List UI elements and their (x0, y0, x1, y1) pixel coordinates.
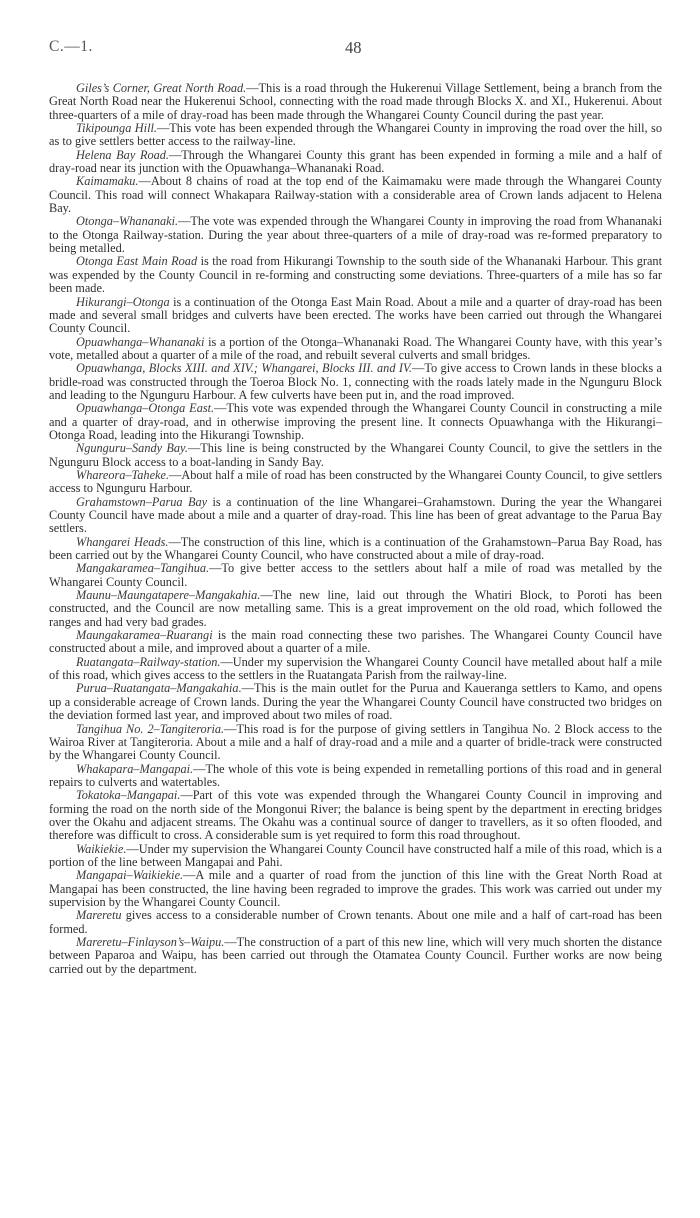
paragraph-title: Mareretu–Finlayson’s–Waipu. (76, 935, 225, 949)
paragraph-text: —To give better access to the settlers about half a mile of road was metalled by the Whangarei County Council. (49, 561, 662, 589)
paragraph-text: is the road from Hikurangi Township to the south side of the Whananaki Harbour. This grant was expended by the County Council in re-forming and constructing some deviations. Three-quarters of a mile has so far been made. (49, 254, 662, 296)
paragraph-title: Tikipounga Hill. (76, 121, 157, 136)
paragraph-title: Opuawhanga–Otonga East. (76, 401, 215, 416)
paragraph-tokatoka-mangapai (49, 789, 662, 842)
paragraph-text: is a continuation of the line Whangarei–Grahamstown. During the year the Whangarei County Council have made about a mile and a quarter of dray-road. This line has been of great advantage to the Parua Bay settlers. (49, 494, 662, 536)
paragraph-opuawhanga-otonga-east (49, 402, 662, 442)
paragraph-title: Otonga–Whananaki. (76, 214, 179, 229)
paragraph-text: —This vote was expended through the Whangarei County Council in constructing a mile and a quarter of dray-road, and in otherwise improving the present line. It connects Opuawhanga with the Hikurangi–Otonga Road, leading into the Hikurangi Township. (49, 401, 662, 442)
paragraph-hikurangi-otonga (49, 296, 662, 336)
paragraph-text: —This line is being constructed by the Whangarei County Council, to give the settlers in the Ngunguru Block access to a boat-landing in Sandy Bay. (49, 441, 662, 469)
paragraph-purua-ruatangata (49, 682, 662, 722)
paragraph-title: Waikiekie. (76, 841, 127, 856)
paragraph-giles-corner (49, 82, 662, 122)
paragraph-text: —The construction of this line, which is a continuation of the Grahamstown–Parua Bay Road, has been carried out by the Whangarei County Council, who have constructed about a mile of dray-road. (49, 534, 662, 563)
paragraph-maunu-maungatapere (49, 589, 662, 629)
paragraph-title: Tangihua No. 2–Tangiteroria. (76, 721, 225, 736)
paragraph-ngunguru-sandy-bay (49, 442, 662, 469)
paragraph-text: —This is a road through the Hukerenui Village Settlement, being a branch from the Great North Road near the Hukerenui School, connecting with the road made through Blocks X. and XI., Hukerenui. About three-quarters of a mile of dray-road has been made through the Whangarei County Council during the past year. (49, 81, 662, 122)
paragraph-maungakaramea-ruarangi (49, 629, 662, 656)
paragraph-title: Otonga East Main Road (76, 254, 198, 269)
paragraph-text: is a continuation of the Otonga East Main Road. About a mile and a quarter of dray-road has been made and several small bridges and culverts have been erected. The works have been carried out through the Whangarei County Council. (49, 294, 662, 336)
paragraph-title: Mangakaramea–Tangihua. (76, 561, 210, 576)
paragraph-grahamstown-parua-bay (49, 496, 662, 536)
paragraph-whareora-taheke (49, 469, 662, 496)
document-body (49, 82, 662, 976)
paragraph-title: Tokatoka–Mangapai. (76, 788, 181, 803)
paragraph-title: Whangarei Heads. (76, 534, 169, 549)
paragraph-text: —Through the Whangarei County this grant has been expended in forming a mile and a half of dray-road near its junction with the Opuawhanga–Whananaki Road. (49, 147, 662, 176)
paragraph-text: —This road is for the purpose of giving settlers in Tangihua No. 2 Block access to the Wairoa River at Tangiteroria. About a mile and a half of dray-road and a mile and a quarter of bridle-track were constructed by the Whangarei County Council. (49, 721, 662, 763)
paragraph-title: Ngunguru–Sandy Bay. (76, 441, 188, 456)
paragraph-title: Grahamstown–Parua Bay (76, 494, 208, 509)
paragraph-title: Mangapai–Waikiekie. (76, 868, 184, 883)
paragraph-mareretu (49, 909, 662, 936)
paragraph-text: is the main road connecting these two parishes. The Whangarei County Council have constructed about a mile, and improved about a quarter of a mile. (49, 628, 662, 656)
paragraph-text: —A mile and a quarter of road from the junction of this line with the Great North Road at Mangapai has been constructed, the line having been regraded to improve the grades. This work was carried out under my supervision by the Whangarei County Council. (49, 868, 662, 909)
paragraph-title: Opuawhanga, Blocks XIII. and XIV.; Whangarei, Blocks III. and IV. (76, 361, 413, 376)
paragraph-title: Kaimamaku. (76, 174, 139, 189)
paragraph-text: gives access to a considerable number of Crown tenants. About one mile and a half of cart-road has been formed. (49, 908, 662, 936)
paragraph-text: —Part of this vote was expended through the Whangarei County Council in improving and forming the road on the north side of the Mongonui River; the balance is being spent by the department in erecting bridges over the Okahu and adjacent streams. The Okahu was a continual source of danger to travellers, as it so often flooded, and therefore was difficult to cross. A considerable sum is yet required to form this road throughout. (49, 788, 662, 843)
paragraph-text: —The new line, laid out through the Whatiri Block, to Poroti has been constructed, and the Council are now metalling same. This is a great improvement on the old road, which followed the ranges and had very bad grades. (49, 588, 662, 629)
paragraph-title: Purua–Ruatangata–Mangakahia. (76, 681, 242, 696)
paragraph-text: —To give access to Crown lands in these blocks a bridle-road was constructed through the Toeroa Block No. 1, connecting with the roads lately made in the Ngunguru Block and leading to the Ngunguru Harbour. A few culverts have been put in, and the road improved. (49, 361, 663, 402)
paragraph-title: Giles’s Corner, Great North Road. (76, 81, 247, 95)
paragraph-ruatangata-railway-station (49, 656, 662, 683)
paragraph-tangihua-tangiteroria (49, 723, 662, 763)
paragraph-text: —The whole of this vote is being expended in remetalling portions of this road and in general repairs to culverts and watertables. (49, 761, 662, 789)
page-header (49, 38, 662, 64)
paragraph-title: Whareora–Taheke. (76, 467, 170, 482)
parliamentary-paper-reference: C.—1. (49, 38, 93, 55)
paragraph-title: Opuawhanga–Whananaki (76, 334, 205, 349)
paragraph-mareretu-finlaysons-waipu (49, 936, 662, 976)
paragraph-helena-bay-road (49, 149, 662, 176)
paragraph-text: —The construction of a part of this new line, which will very much shorten the distance between Paparoa and Waipu, has been carried out through the Otamatea County Council. Further works are now being carried out by the department. (49, 935, 662, 976)
paragraph-opuawhanga-whananaki (49, 336, 662, 363)
paragraph-mangapai-waikiekie (49, 869, 662, 909)
paragraph-title: Hikurangi–Otonga (76, 294, 170, 309)
paragraph-title: Helena Bay Road. (76, 147, 169, 162)
paragraph-text: is a portion of the Otonga–Whananaki Road. The Whangarei County have, with this year’s vote, metalled about a quarter of a mile of the road, and rebuilt several culverts and small bridges. (49, 334, 662, 362)
paragraph-title: Mareretu (76, 908, 122, 923)
paragraph-text: —This vote has been expended through the Whangarei County in improving the road over the hill, so as to give settlers better access to the railway-line. (49, 121, 662, 149)
paragraph-title: Ruatangata–Railway-station. (76, 654, 221, 669)
paragraph-whakapara-mangapai (49, 763, 662, 790)
paragraph-kaimamaku (49, 175, 662, 215)
paragraph-otonga-whananaki (49, 215, 662, 255)
page-number: 48 (345, 38, 362, 57)
paragraph-text: —Under my supervision the Whangarei County Council have constructed half a mile of this road, which is a portion of the line between Mangapai and Pahi. (49, 841, 662, 869)
paragraph-title: Maunu–Maungatapere–Mangakahia. (76, 588, 261, 603)
paragraph-waikiekie (49, 843, 662, 870)
paragraph-text: —About half a mile of road has been constructed by the Whangarei County Council, to give settlers access to Ngunguru Harbour. (49, 467, 662, 496)
paragraph-title: Whakapara–Mangapai. (76, 761, 194, 776)
paragraph-text: —This is the main outlet for the Purua and Kaueranga settlers to Kamo, and opens up a considerable acreage of Crown lands. During the year the Whangarei County Council have constructed two bridges on the deviation formed last year, and improved about two miles of road. (49, 681, 662, 723)
paragraph-text: —About 8 chains of road at the top end of the Kaimamaku were made through the Whangarei County Council. This road will connect Whakapara Railway-station with a considerable area of Crown lands adjacent to Helena Bay. (49, 174, 662, 216)
paragraph-tikipounga-hill (49, 122, 662, 149)
paragraph-whangarei-heads (49, 536, 662, 563)
paragraph-mangakaramea-tangihua (49, 562, 662, 589)
paragraph-title: Maungakaramea–Ruarangi (76, 628, 213, 643)
paragraph-opuawhanga-blocks (49, 362, 662, 402)
paragraph-text: —The vote was expended through the Whangarei County in improving the road from Whananaki to the Otonga Railway-station. During the year about three-quarters of a mile of dray-road was re-formed preparatory to being metalled. (49, 214, 662, 256)
paragraph-otonga-east-main-road (49, 255, 662, 295)
paragraph-text: —Under my supervision the Whangarei County Council have metalled about half a mile of this road, which gives access to the settlers in the Ruatangata Parish from the railway-line. (49, 654, 662, 683)
